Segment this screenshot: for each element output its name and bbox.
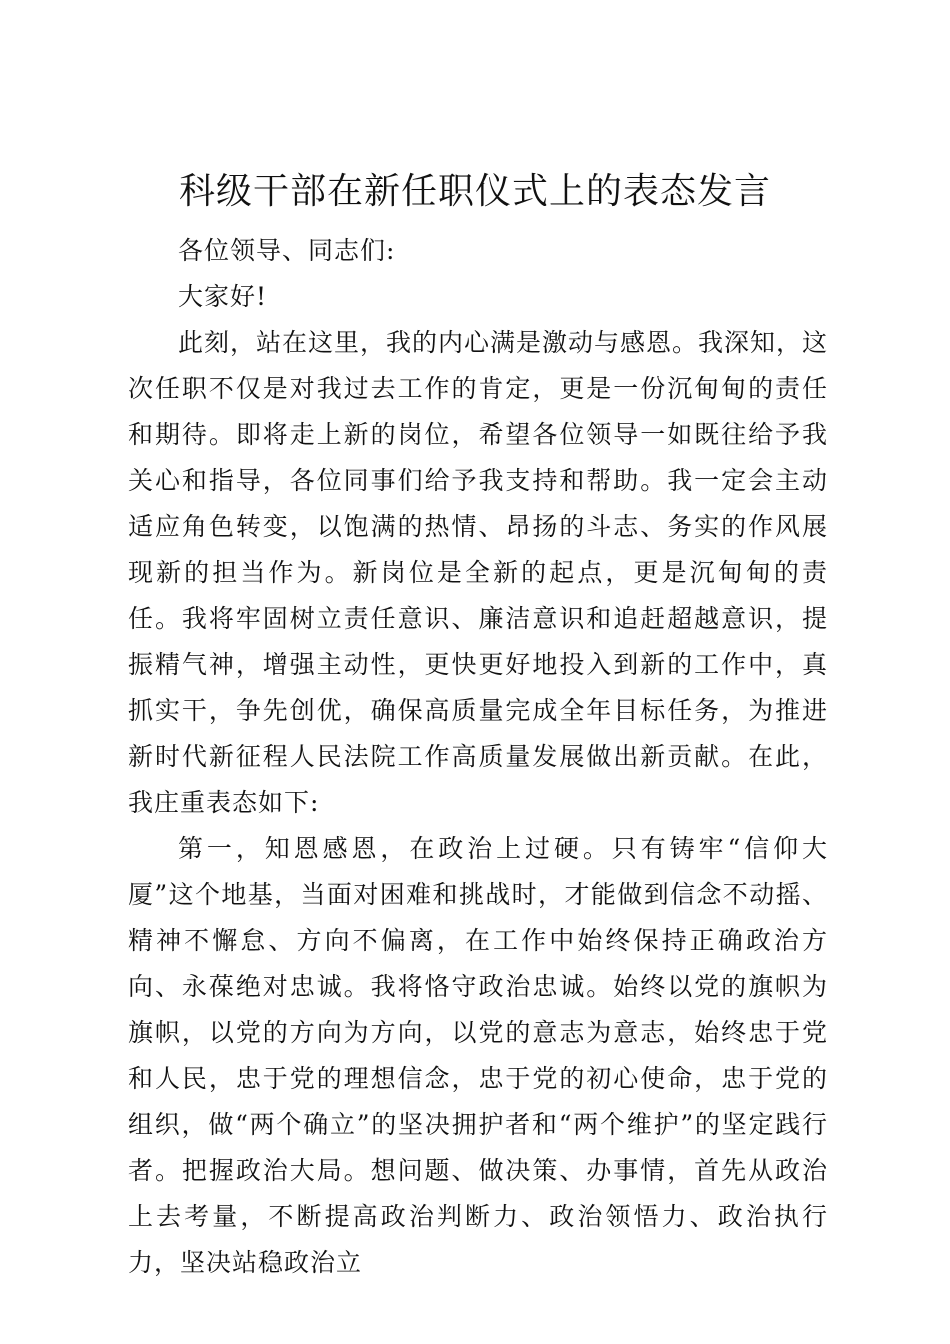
greeting-line: 各位领导、同志们: [178,236,396,265]
body-paragraph-first-point: 第一，知恩感恩，在政治上过硬。只有铸牢“信仰大厦”这个地基，当面对困难和挑战时，才能做到信念不动摇、精神不懈怠、方向不偏离，在工作中始终保持正确政治方向、永葆绝对忠诚。我将恪守政治忠诚。始终以党的旗帜为旗帜，以党的方向为方向，以党的意志为意志，始终忠于党和人民，忠于党的理想信念，忠于党的初心使命，忠于党的组织，做“两个确立”的坚决拥护者和“两个维护”的坚定践行者。把握政治大局。想问题、做决策、办事情，首先从政治上去考量，不断提高政治判断力、政治领悟力、政治执行力，坚决站稳政治立 [128,834,828,1277]
salutation-line: 大家好! [178,282,268,311]
body-paragraph-intro: 此刻，站在这里，我的内心满是激动与感恩。我深知，这次任职不仅是对我过去工作的肯定，更是一份沉甸甸的责任和期待。即将走上新的岗位，希望各位领导一如既往给予我关心和指导，各位同事们给予我支持和帮助。我一定会主动适应角色转变，以饱满的热情、昂扬的斗志、务实的作风展现新的担当作为。新岗位是全新的起点，更是沉甸甸的责任。我将牢固树立责任意识、廉洁意识和追赶超越意识，提振精气神，增强主动性，更快更好地投入到新的工作中，真抓实干，争先创优，确保高质量完成全年目标任务，为推进新时代新征程人民法院工作高质量发展做出新贡献。在此，我庄重表态如下: [128,328,829,817]
document-body [128,228,828,1286]
document-title: 科级干部在新任职仪式上的表态发言 [178,171,771,212]
